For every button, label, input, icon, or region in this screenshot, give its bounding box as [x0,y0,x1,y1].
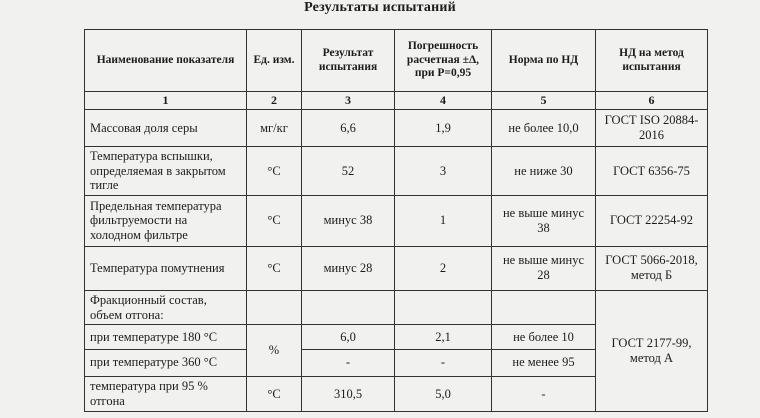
column-number-row [85,92,708,110]
header-error: Погрешность расчетная ±Δ, при Р=0,95 [395,30,492,92]
header-norm: Норма по НД [492,30,596,92]
table-row [85,195,708,246]
result-cell: минус 28 [302,246,395,290]
unit-cell: °С [247,246,302,290]
error-cell: 5,0 [395,376,492,411]
indicator-name: температура при 95 % отгона [85,376,247,411]
norm-cell: не выше минус 28 [492,246,596,290]
empty-cell [302,290,395,324]
column-number: 2 [247,92,302,110]
header-result: Результат испытания [302,30,395,92]
column-number: 5 [492,92,596,110]
error-cell: 1,9 [395,109,492,146]
norm-cell: не более 10,0 [492,109,596,146]
table-row [85,109,708,146]
result-cell: 6,6 [302,109,395,146]
indicator-name: при температуре 180 °С [85,325,247,350]
norm-cell: - [492,376,596,411]
method-cell: ГОСТ 5066-2018, метод Б [596,246,708,290]
column-number: 1 [85,92,247,110]
error-cell: 2,1 [395,325,492,350]
norm-cell: не ниже 30 [492,146,596,195]
empty-cell [492,290,596,324]
unit-cell: °С [247,376,302,411]
fraction-title-row [85,290,708,324]
indicator-name: Предельная температура фильтруемости на холодном фильтре [85,195,247,246]
indicator-name: Температура помутнения [85,246,247,290]
empty-cell [395,290,492,324]
page-title: Результаты испытаний [304,0,456,15]
norm-cell: не выше минус 38 [492,195,596,246]
fraction-title: Фракционный состав, объем отгона: [85,290,247,324]
table-row [85,246,708,290]
header-method: НД на метод испытания [596,30,708,92]
method-cell: ГОСТ ISO 20884-2016 [596,109,708,146]
method-cell: ГОСТ 6356-75 [596,146,708,195]
table-row [85,146,708,195]
method-cell: ГОСТ 22254-92 [596,195,708,246]
unit-cell: °С [247,146,302,195]
norm-cell: не более 10 [492,325,596,350]
norm-cell: не менее 95 [492,349,596,376]
result-cell: 52 [302,146,395,195]
results-table [84,29,708,412]
indicator-name: при температуре 360 °С [85,349,247,376]
result-cell: - [302,349,395,376]
error-cell: 2 [395,246,492,290]
error-cell: 1 [395,195,492,246]
header-indicator: Наименование показателя [85,30,247,92]
error-cell: - [395,349,492,376]
result-cell: 310,5 [302,376,395,411]
indicator-name: Массовая доля серы [85,109,247,146]
result-cell: минус 38 [302,195,395,246]
column-number: 3 [302,92,395,110]
indicator-name: Температура вспышки, определяемая в закрытом тигле [85,146,247,195]
column-number: 6 [596,92,708,110]
unit-cell: °С [247,195,302,246]
unit-cell: мг/кг [247,109,302,146]
error-cell: 3 [395,146,492,195]
result-cell: 6,0 [302,325,395,350]
unit-cell: % [247,325,302,377]
header-row [85,30,708,92]
empty-cell [247,290,302,324]
header-unit: Ед. изм. [247,30,302,92]
method-cell: ГОСТ 2177-99, метод А [596,290,708,411]
column-number: 4 [395,92,492,110]
